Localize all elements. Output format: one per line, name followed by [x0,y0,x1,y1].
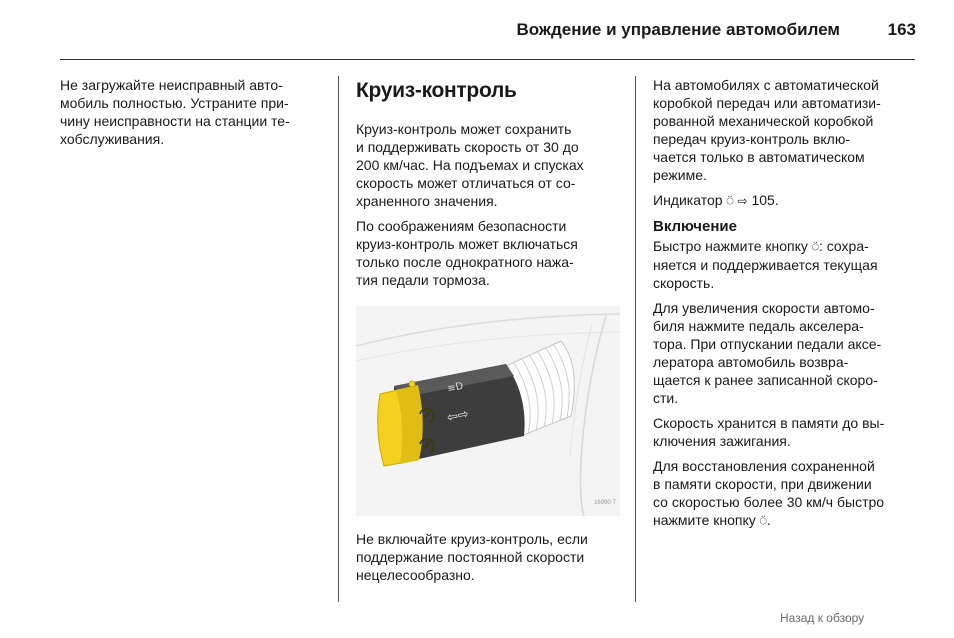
safety-paragraph [356,217,621,289]
figure-code: 16990 T [594,500,616,506]
page-reference-link[interactable]: 105. [751,192,779,208]
text-line: Для восстановления сохраненной [653,458,875,474]
text-line: На автомобилях с автоматической [653,77,879,93]
text-line: коробкой передач или автоматизи- [653,95,881,111]
text-line: Не включайте круиз-контроль, если [356,531,588,547]
text-line: По соображениям безопасности [356,218,567,234]
page-reference-arrow-icon: ⇨ [737,194,748,208]
text-line: тора. При отпускании педали аксе- [653,336,882,352]
subsection-heading: Включение [653,218,737,235]
text-line: щается к ранее записанной скоро- [653,372,878,388]
text-line: скорость может отличаться от со- [356,175,576,191]
memory-paragraph [653,414,923,450]
restore-paragraph: Для восстановления сохраненной в памяти скорости, при движении со скоростью более 30 км/ч быстро нажмите кнопку ⍥. [653,458,885,528]
text-line: чину неисправности на станции те- [60,113,290,129]
svg-text:≡D: ≡D [446,380,465,395]
text-line: : сохра- [818,238,869,254]
text-line: Круиз-контроль может сохранить [356,121,572,137]
text-line: Для увеличения скорости автомо- [653,300,875,316]
text-line: только после однократного нажа- [356,254,574,270]
column-left [60,76,322,148]
column-divider [635,76,636,602]
note-paragraph [356,530,621,584]
warning-paragraph [60,76,322,148]
indicator-reference [653,191,923,210]
text-line: храненного значения. [356,193,498,209]
text-line: мобиль полностью. Устраните при- [60,95,289,111]
acceleration-paragraph [653,299,923,407]
cruise-control-icon: ⍥ [726,194,734,208]
column-right [653,76,923,530]
text-line: биля нажмите педаль акселера- [653,318,864,334]
column-divider [338,76,339,602]
svg-text:⇦⇨: ⇦⇨ [445,406,471,426]
text-line: хобслуживания. [60,131,165,147]
automatic-gearbox-paragraph [653,76,923,184]
cruise-control-stalk-illustration [356,306,620,516]
text-line: сти. [653,390,679,406]
intro-paragraph [356,120,621,210]
text-line: рованной механической коробкой [653,113,874,129]
cruise-control-icon: ⍥ [811,240,819,254]
text-line: нажмите кнопку [653,512,756,528]
text-line: ключения зажигания. [653,433,791,449]
indicator-label: Индикатор [653,192,723,208]
text-line: скорость. [653,275,715,291]
text-line: поддержание постоянной скорости [356,549,585,565]
text-line: чается только в автоматическом [653,149,865,165]
column-middle [356,76,621,584]
text-line: в памяти скорости, при движении [653,476,872,492]
text-line: передач круиз-контроль вклю- [653,131,850,147]
text-line: нецелесообразно. [356,567,475,583]
running-header: Вождение и управление автомобилем [516,20,840,39]
activation-paragraph [653,237,923,292]
cruise-control-icon: ⍥ [759,514,767,528]
text-line: Быстро нажмите кнопку [653,238,808,254]
text-line: 200 км/час. На подъемах и спусках [356,157,584,173]
text-line: няется и поддерживается текущая [653,257,878,273]
text-line: круиз-контроль может включаться [356,236,578,252]
text-line: режиме. [653,167,707,183]
text-line: и поддерживать скорость от 30 до [356,139,579,155]
section-title: Круиз-контроль [356,79,517,102]
back-to-overview-link[interactable]: Назад к обзору [780,611,865,625]
page-number: 163 [887,20,916,39]
text-line: тия педали тормоза. [356,272,490,288]
text-line: лератора автомобиль возвра- [653,354,849,370]
header-divider [60,59,915,60]
text-line: Скорость хранится в памяти до вы- [653,415,885,431]
text-line: со скоростью более 30 км/ч быстро [653,494,885,510]
text-line: Не загружайте неисправный авто- [60,77,283,93]
